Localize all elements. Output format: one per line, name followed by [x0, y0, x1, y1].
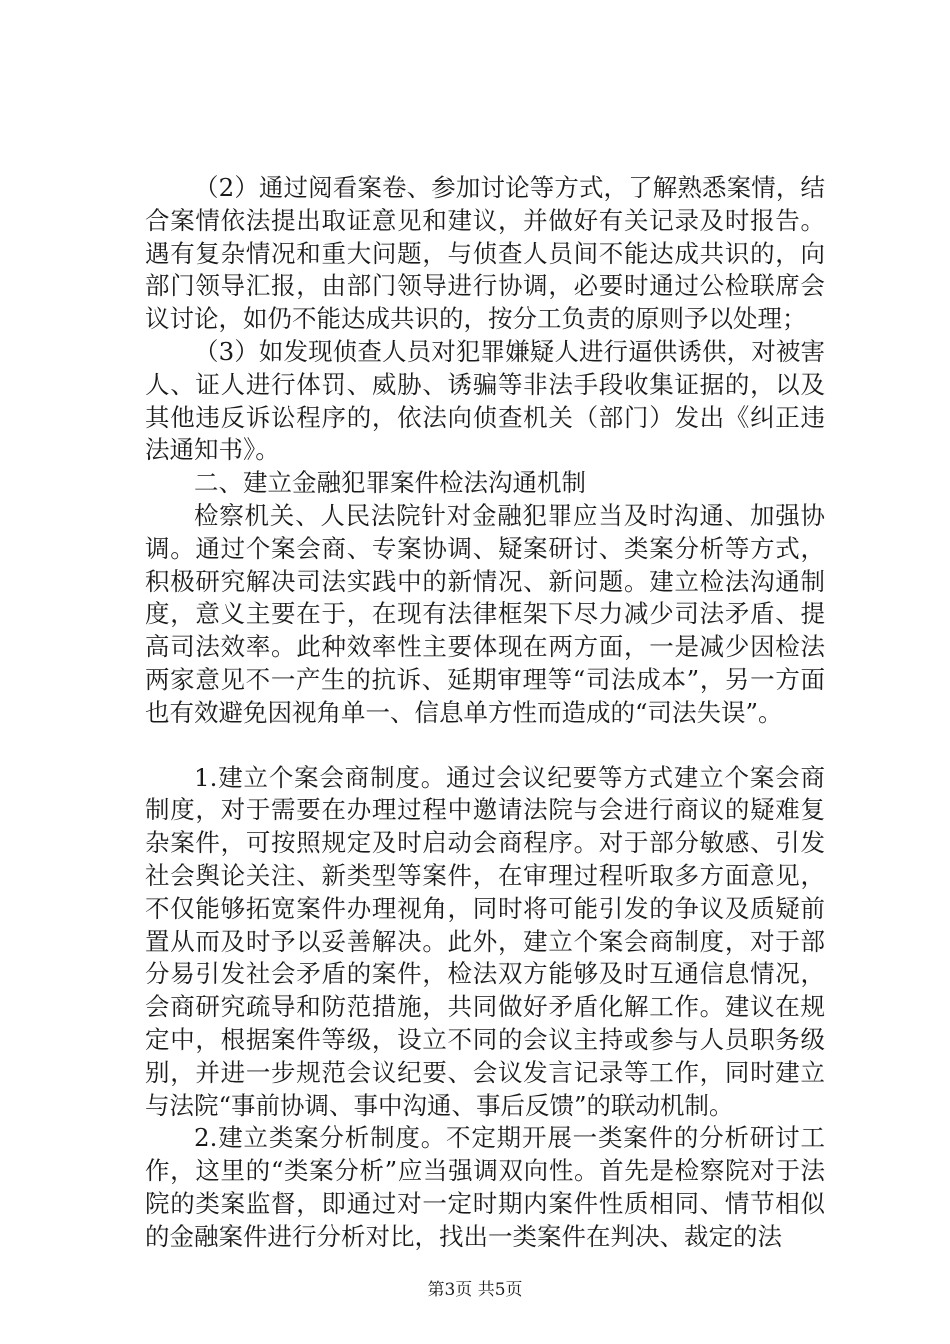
body-text — [145, 172, 825, 1254]
paragraph-2-evidence-advice: （2）通过阅看案卷、参加讨论等方式，了解熟悉案情，结合案情依法提出取证意见和建议，并做好有关记录及时报告。遇有复杂情况和重大问题，与侦查人员间不能达成共识的，向部门领导汇报，由部门领导进行协调，必要时通过公检联席会议讨论，如仍不能达成共识的，按分工负责的原则予以处理； — [145, 173, 825, 334]
paragraph-class-case-analysis: 2.建立类案分析制度。不定期开展一类案件的分析研讨工作，这里的“类案分析”应当强调双向性。首先是检察院对于法院的类案监督，即通过对一定时期内案件性质相同、情节相似的金融案件进行分析对比，找出一类案件在判决、裁定的法 — [145, 1123, 825, 1251]
paragraph-3-illegal-evidence: （3）如发现侦查人员对犯罪嫌疑人进行逼供诱供，对被害人、证人进行体罚、威胁、诱骗等非法手段收集证据的，以及其他违反诉讼程序的，依法向侦查机关（部门）发出《纠正违法通知书》。 — [145, 336, 825, 465]
paragraph-communication-mechanism: 检察机关、人民法院针对金融犯罪应当及时沟通、加强协调。通过个案会商、专案协调、疑案研讨、类案分析等方式，积极研究解决司法实践中的新情况、新问题。建立检法沟通制度，意义主要在于，在现有法律框架下尽力减少司法矛盾、提高司法效率。此种效率性主要体现在两方面，一是减少因检法两家意见不一产生的抗诉、延期审理等“司法成本”，另一方面也有效避免因视角单一、信息单方性而造成的“司法失误”。 — [145, 500, 825, 727]
paragraph-case-consultation: 1.建立个案会商制度。通过会议纪要等方式建立个案会商制度，对于需要在办理过程中邀请法院与会进行商议的疑难复杂案件，可按照规定及时启动会商程序。对于部分敏感、引发社会舆论关注、新类型等案件，在审理过程听取多方面意见，不仅能够拓宽案件办理视角，同时将可能引发的争议及质疑前置从而及时予以妥善解决。此外，建立个案会商制度，对于部分易引发社会矛盾的案件，检法双方能够及时互通信息情况，会商研究疏导和防范措施，共同做好矛盾化解工作。建议在规定中，根据案件等级，设立不同的会议主持或参与人员职务级别，并进一步规范会议纪要、会议发言记录等工作，同时建立与法院“事前协调、事中沟通、事后反馈”的联动机制。 — [145, 762, 825, 1120]
section-heading-2: 二、建立金融犯罪案件检法沟通机制 — [194, 468, 586, 498]
page-number-footer: 第3页 共5页 — [427, 1280, 523, 1300]
